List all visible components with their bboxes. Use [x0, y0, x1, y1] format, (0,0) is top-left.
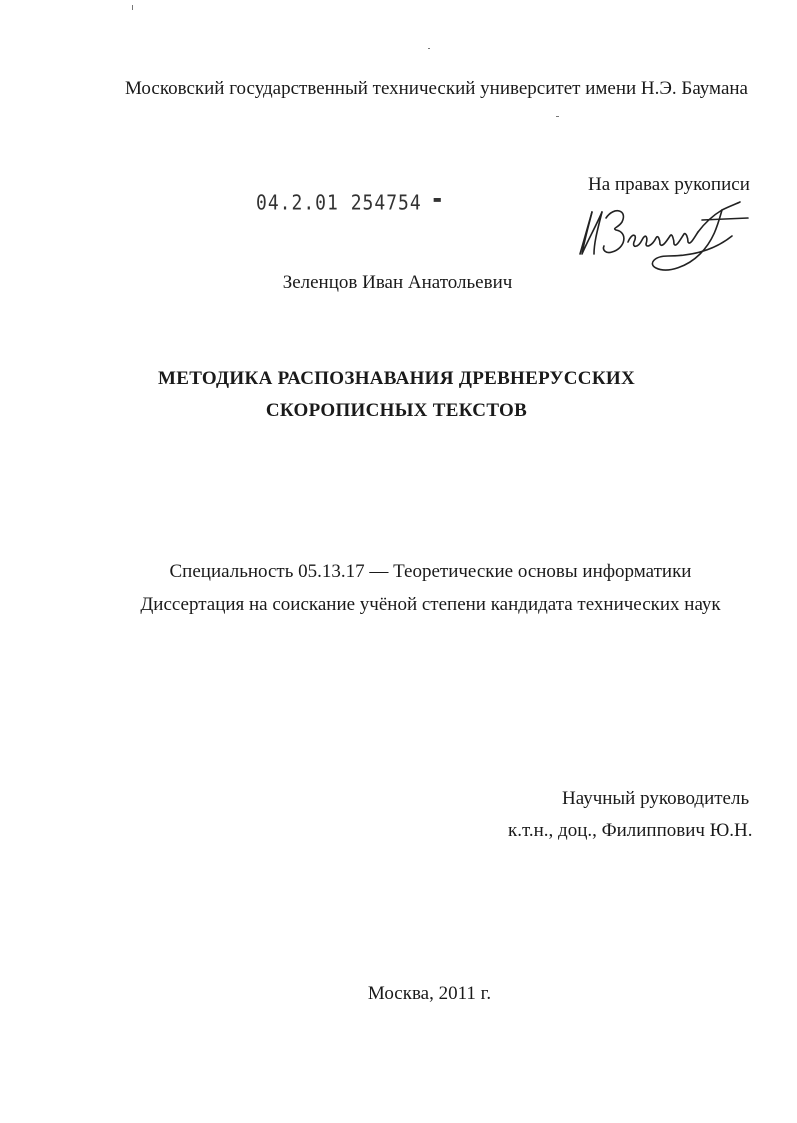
supervisor-name: к.т.н., доц., Филиппович Ю.Н.	[508, 820, 753, 841]
dissertation-title-line-1: МЕТОДИКА РАСПОЗНАВАНИЯ ДРЕВНЕРУССКИХ	[157, 368, 635, 389]
scan-speck	[556, 116, 559, 117]
handwritten-signature	[572, 196, 752, 278]
scan-speck	[428, 48, 430, 49]
dissertation-title-line-2: СКОРОПИСНЫХ ТЕКСТОВ	[265, 400, 528, 421]
city-year: Москва, 2011 г.	[367, 983, 492, 1004]
scan-speck	[132, 5, 133, 10]
specialty-line: Специальность 05.13.17 — Теоретические основы информатики	[169, 561, 692, 582]
degree-line: Диссертация на соискание учёной степени кандидата технических наук	[140, 594, 721, 615]
registry-number-stamp: 04.2.01 254754 ▬	[256, 191, 442, 216]
author-name: Зеленцов Иван Анатольевич	[282, 272, 513, 293]
manuscript-rights-note: На правах рукописи	[588, 174, 750, 195]
university-name: Московский государственный технический университет имени Н.Э. Баумана	[125, 78, 748, 99]
supervisor-label: Научный руководитель	[562, 788, 750, 809]
